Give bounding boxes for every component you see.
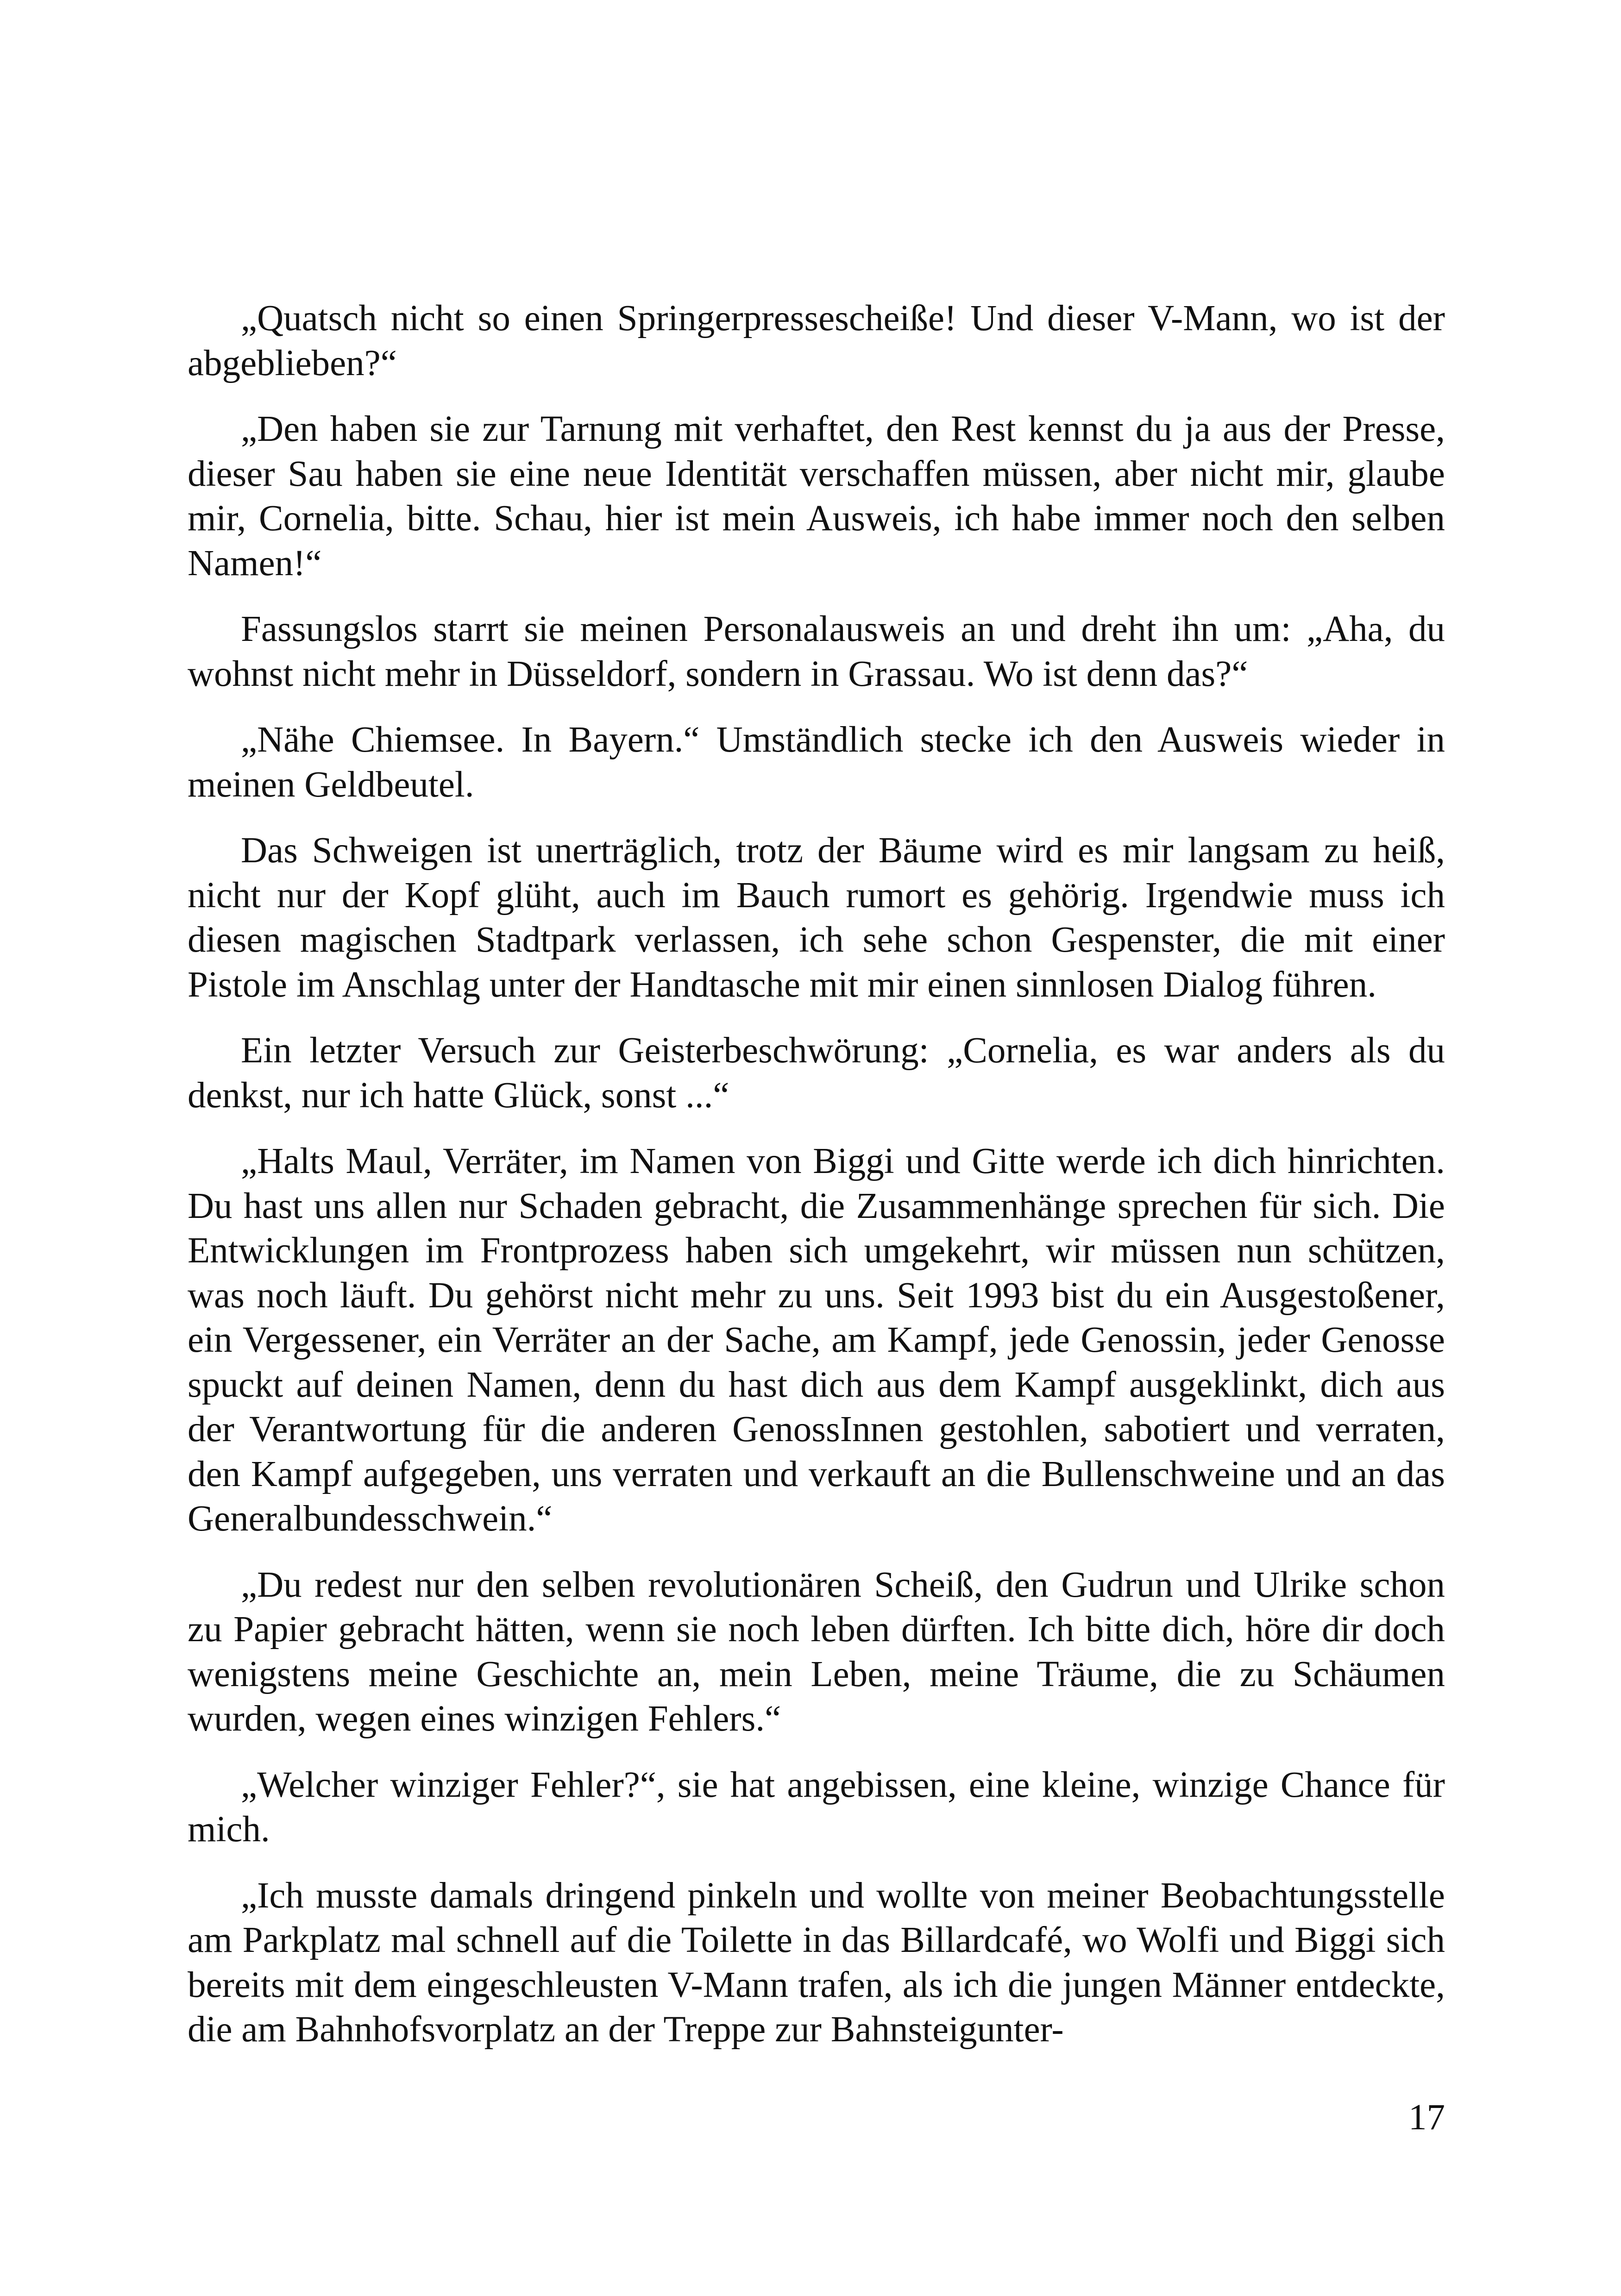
body-text [188, 296, 1445, 2074]
paragraph-2: „Den haben sie zur Tarnung mit verhaftet, den Rest kennst du ja aus der Presse, dieser Sau haben sie eine neue Identität verschaffen müssen, aber nicht mir, glaube mir, Cornelia, bitte. Schau, hier ist mein Ausweis, ich habe immer noch den selben Namen!“ [188, 409, 1445, 583]
paragraph-7: „Halts Maul, Verräter, im Namen von Biggi und Gitte werde ich dich hinrichten. Du hast uns allen nur Schaden gebracht, die Zusammenhänge sprechen für sich. Die Entwicklungen im Frontprozess haben sich umgekehrt, wir müssen nun schützen, was noch läuft. Du gehörst nicht mehr zu uns. Seit 1993 bist du ein Ausgestoßener, ein Vergessener, ein Verräter an der Sache, am Kampf, jede Genossin, jeder Genosse spuckt auf deinen Namen, denn du hast dich aus dem Kampf ausgeklinkt, dich aus der Verantwortung für die anderen GenossInnen gestohlen, sabotiert und verraten, den Kampf aufgegeben, uns verraten und verkauft an die Bullenschweine und an das Generalbundesschwein.“ [188, 1141, 1445, 1539]
paragraph-9: „Welcher winziger Fehler?“, sie hat angebissen, eine kleine, winzige Chance für mich. [188, 1764, 1445, 1850]
paragraph-6: Ein letzter Versuch zur Geisterbeschwörung: „Cornelia, es war anders als du denkst, nur ich hatte Glück, sonst ...“ [188, 1030, 1445, 1116]
paragraph-8: „Du redest nur den selben revolutionären Scheiß, den Gudrun und Ulrike schon zu Papier gebracht hätten, wenn sie noch leben dürften. Ich bitte dich, höre dir doch wenigstens meine Geschichte an, mein Leben, meine Träume, die zu Schäumen wurden, wegen eines winzigen Fehlers.“ [188, 1564, 1445, 1739]
paragraph-4: „Nähe Chiemsee. In Bayern.“ Umständlich stecke ich den Ausweis wieder in meinen Geldbeutel. [188, 720, 1445, 805]
paragraph-1: „Quatsch nicht so einen Springerpressescheiße! Und dieser V-Mann, wo ist der abgeblieben?“ [188, 298, 1445, 383]
paragraph-3: Fassungslos starrt sie meinen Personalausweis an und dreht ihn um: „Aha, du wohnst nicht mehr in Düsseldorf, sondern in Grassau. Wo ist denn das?“ [188, 609, 1445, 694]
paragraph-10: „Ich musste damals dringend pinkeln und wollte von meiner Beobachtungsstelle am Parkplatz mal schnell auf die Toilette in das Billardcafé, wo Wolfi und Biggi sich bereits mit dem eingeschleusten V-Mann trafen, als ich die jungen Männer entdeckte, die am Bahnhofsvorplatz an der Treppe zur Bahnsteigunter- [188, 1875, 1445, 2050]
paragraph-5: Das Schweigen ist unerträglich, trotz der Bäume wird es mir langsam zu heiß, nicht nur der Kopf glüht, auch im Bauch rumort es gehörig. Irgendwie muss ich diesen magischen Stadtpark verlassen, ich sehe schon Gespenster, die mit einer Pistole im Anschlag unter der Handtasche mit mir einen sinnlosen Dialog führen. [188, 830, 1445, 1005]
page-number: 17 [1408, 2097, 1445, 2138]
